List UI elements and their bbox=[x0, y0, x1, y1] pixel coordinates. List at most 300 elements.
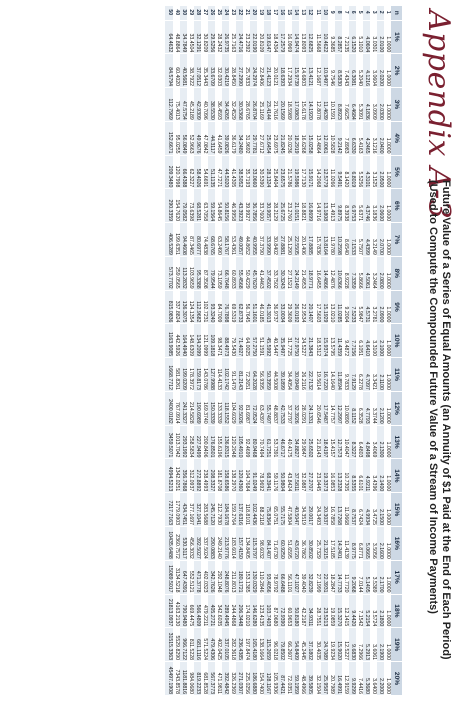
value-cell: 573.7702 bbox=[166, 256, 173, 290]
value-cell: 105.4910 bbox=[236, 425, 243, 459]
value-cell: 11.4359 bbox=[335, 324, 342, 358]
value-cell: 37.3790 bbox=[257, 223, 264, 257]
value-cell: 4.3101 bbox=[363, 155, 370, 189]
period-cell: 3 bbox=[370, 6, 377, 20]
value-cell: 2.2000 bbox=[377, 662, 384, 696]
value-cell: 114.4133 bbox=[215, 358, 222, 392]
value-cell: 15.4157 bbox=[328, 425, 335, 459]
value-cell: 7.5233 bbox=[349, 290, 356, 324]
value-cell: 15.7836 bbox=[313, 223, 320, 257]
value-cell: 9.4872 bbox=[342, 324, 349, 358]
value-cell: 102.1742 bbox=[222, 358, 229, 392]
value-cell: 4.7793 bbox=[363, 391, 370, 425]
period-cell: 21 bbox=[243, 6, 250, 20]
value-cell: 13.1808 bbox=[321, 189, 328, 223]
table-row bbox=[201, 6, 208, 696]
value-cell: 103.7403 bbox=[264, 594, 271, 628]
value-cell: 819.2233 bbox=[194, 662, 201, 696]
column-header-rate: 17% bbox=[391, 560, 402, 594]
value-cell: 136.3075 bbox=[180, 290, 187, 324]
value-cell: 96.0218 bbox=[271, 628, 278, 662]
value-cell: 567.3773 bbox=[208, 662, 215, 696]
value-cell: 8.9228 bbox=[342, 256, 349, 290]
value-cell: 4.5061 bbox=[363, 256, 370, 290]
value-cell: 21.8143 bbox=[313, 425, 320, 459]
value-cell: 9.6830 bbox=[349, 628, 356, 662]
value-cell: 36.6179 bbox=[229, 121, 236, 155]
value-cell: 1.0000 bbox=[384, 155, 391, 189]
value-cell: 34.2480 bbox=[236, 121, 243, 155]
value-cell: 26.2116 bbox=[299, 358, 306, 392]
value-cell: 22.3931 bbox=[321, 560, 328, 594]
value-cell: 244.4868 bbox=[229, 594, 236, 628]
value-cell: 471.3778 bbox=[194, 560, 201, 594]
table-row bbox=[229, 6, 236, 696]
value-cell: 4.6410 bbox=[363, 324, 370, 358]
value-cell: 134.8405 bbox=[243, 526, 250, 560]
value-cell: 3.5056 bbox=[370, 526, 377, 560]
value-cell: 1.0000 bbox=[384, 526, 391, 560]
value-cell: 342.6035 bbox=[215, 594, 222, 628]
value-cell: 47.0842 bbox=[201, 121, 208, 155]
value-cell: 118.8101 bbox=[243, 493, 250, 527]
value-cell: 27.1521 bbox=[285, 256, 292, 290]
value-cell: 40.5681 bbox=[180, 54, 187, 88]
value-cell: 208.3327 bbox=[208, 459, 215, 493]
value-cell: 28.1324 bbox=[264, 155, 271, 189]
value-cell: 2.0800 bbox=[377, 256, 384, 290]
value-cell: 20.6546 bbox=[313, 391, 320, 425]
period-cell: 26 bbox=[208, 6, 215, 20]
value-cell: 66.2607 bbox=[285, 628, 292, 662]
value-cell: 94.4608 bbox=[180, 223, 187, 257]
value-cell: 8.5355 bbox=[349, 459, 356, 493]
value-cell: 10.2598 bbox=[335, 223, 342, 257]
value-cell: 28.0291 bbox=[299, 391, 306, 425]
value-cell: 41.6459 bbox=[215, 121, 222, 155]
table-row bbox=[299, 6, 306, 696]
table-row bbox=[313, 6, 320, 696]
period-cell: 28 bbox=[194, 6, 201, 20]
value-cell: 66.6488 bbox=[278, 560, 285, 594]
value-cell: 8.3938 bbox=[342, 189, 349, 223]
column-header-rate: 20% bbox=[391, 662, 402, 696]
value-cell: 68.3941 bbox=[264, 459, 271, 493]
value-cell: 21813.0937 bbox=[166, 594, 173, 628]
table-row bbox=[173, 6, 180, 696]
value-cell: 136.8315 bbox=[222, 425, 229, 459]
value-cell: 30.5390 bbox=[257, 155, 264, 189]
value-cell: 4994.5213 bbox=[166, 459, 173, 493]
value-cell: 40.5447 bbox=[271, 324, 278, 358]
value-cell: 471.9811 bbox=[215, 662, 222, 696]
value-cell: 50.4229 bbox=[243, 256, 250, 290]
value-cell: 2.1400 bbox=[377, 459, 384, 493]
value-cell: 290.3359 bbox=[166, 189, 173, 223]
value-cell: 23.2392 bbox=[243, 20, 250, 54]
value-cell: 22.7132 bbox=[306, 358, 313, 392]
value-cell: 2.1600 bbox=[377, 526, 384, 560]
value-cell: 22.9534 bbox=[299, 290, 306, 324]
value-cell: 14.1920 bbox=[306, 88, 313, 122]
value-cell: 377.1697 bbox=[187, 493, 194, 527]
value-cell: 20.1407 bbox=[306, 290, 313, 324]
value-cell: 3.2464 bbox=[370, 256, 377, 290]
value-cell: 30.8502 bbox=[306, 526, 313, 560]
value-cell: 22.5505 bbox=[292, 223, 299, 257]
value-cell: 14.2401 bbox=[335, 526, 342, 560]
table-row bbox=[306, 6, 313, 696]
value-cell: 6.1051 bbox=[356, 324, 363, 358]
value-cell: 112.9682 bbox=[194, 290, 201, 324]
value-cell: 137.6316 bbox=[236, 493, 243, 527]
table-row bbox=[180, 6, 187, 696]
value-cell: 19.3373 bbox=[321, 459, 328, 493]
value-cell: 21.4123 bbox=[264, 54, 271, 88]
value-cell: 102.7231 bbox=[201, 290, 208, 324]
value-cell: 442.5926 bbox=[173, 324, 180, 358]
value-cell: 23.6975 bbox=[271, 121, 278, 155]
value-cell: 4.9211 bbox=[363, 459, 370, 493]
value-cell: 18.8821 bbox=[299, 189, 306, 223]
value-cell: 184.1678 bbox=[222, 493, 229, 527]
period-cell: 4 bbox=[363, 6, 370, 20]
value-cell: 25.7163 bbox=[229, 20, 236, 54]
value-cell: 11.4139 bbox=[342, 526, 349, 560]
value-cell: 2.1500 bbox=[377, 493, 384, 527]
value-cell: 14.7733 bbox=[335, 560, 342, 594]
value-cell: 18.4304 bbox=[271, 20, 278, 54]
value-cell: 72.0351 bbox=[285, 662, 292, 696]
value-cell: 6.4803 bbox=[356, 425, 363, 459]
value-cell: 15.9020 bbox=[335, 628, 342, 662]
value-cell: 84.1407 bbox=[264, 526, 271, 560]
value-cell: 12.5227 bbox=[342, 628, 349, 662]
value-cell: 50.8156 bbox=[222, 189, 229, 223]
value-cell: 966.7122 bbox=[180, 628, 187, 662]
value-cell: 46.9958 bbox=[229, 189, 236, 223]
value-cell: 20.3037 bbox=[321, 493, 328, 527]
value-cell: 41.4305 bbox=[229, 155, 236, 189]
value-cell: 66.4388 bbox=[180, 155, 187, 189]
value-cell: 9.3685 bbox=[328, 20, 335, 54]
value-cell: 121.0999 bbox=[201, 324, 208, 358]
value-cell: 24.2149 bbox=[292, 256, 299, 290]
value-cell: 3.5389 bbox=[370, 560, 377, 594]
value-cell: 87.3465 bbox=[187, 223, 194, 257]
value-cell: 7.1542 bbox=[356, 594, 363, 628]
value-cell: 28.8450 bbox=[229, 54, 236, 88]
value-cell: 109.1818 bbox=[208, 324, 215, 358]
value-cell: 8.6540 bbox=[342, 223, 349, 257]
value-cell: 227.9499 bbox=[194, 425, 201, 459]
value-cell: 15.1929 bbox=[321, 290, 328, 324]
value-cell: 11.7720 bbox=[342, 560, 349, 594]
value-cell: 356.7868 bbox=[180, 459, 187, 493]
period-cell: 40 bbox=[173, 6, 180, 20]
value-cell: 46.6717 bbox=[278, 425, 285, 459]
value-cell: 118.1552 bbox=[222, 391, 229, 425]
table-row bbox=[342, 6, 349, 696]
value-cell: 47.1027 bbox=[292, 560, 299, 594]
value-cell: 33.9990 bbox=[264, 223, 271, 257]
value-cell: 115.2659 bbox=[264, 628, 271, 662]
value-cell: 456.3032 bbox=[187, 526, 194, 560]
value-cell: 4.4399 bbox=[363, 223, 370, 257]
value-cell: 174.0210 bbox=[243, 594, 250, 628]
value-cell: 16.0853 bbox=[328, 459, 335, 493]
value-cell: 16.4991 bbox=[335, 662, 342, 696]
value-cell: 14.2068 bbox=[313, 155, 320, 189]
period-cell: 17 bbox=[271, 6, 278, 20]
value-cell: 48.4966 bbox=[299, 662, 306, 696]
value-cell: 5.0665 bbox=[363, 526, 370, 560]
value-cell: 58.1767 bbox=[222, 223, 229, 257]
value-cell: 9.9299 bbox=[349, 662, 356, 696]
table-row bbox=[208, 6, 215, 696]
value-cell: 25.1169 bbox=[257, 88, 264, 122]
value-cell: 40.7096 bbox=[201, 88, 208, 122]
annuity-table-container bbox=[166, 6, 403, 696]
value-cell: 48.8837 bbox=[271, 391, 278, 425]
value-cell: 25.7329 bbox=[313, 526, 320, 560]
value-cell: 290.0883 bbox=[208, 526, 215, 560]
value-cell: 3.2149 bbox=[370, 223, 377, 257]
value-cell: 1.0000 bbox=[384, 459, 391, 493]
value-cell: 24.5227 bbox=[299, 324, 306, 358]
value-cell: 42.9309 bbox=[194, 88, 201, 122]
value-cell: 38.5530 bbox=[208, 88, 215, 122]
period-cell: 27 bbox=[201, 6, 208, 20]
value-cell: 18.2847 bbox=[328, 560, 335, 594]
value-cell: 30.4219 bbox=[222, 54, 229, 88]
value-cell: 120.7998 bbox=[173, 155, 180, 189]
value-cell: 12.9159 bbox=[342, 662, 349, 696]
value-cell: 54.8409 bbox=[292, 628, 299, 662]
value-cell: 69.5319 bbox=[229, 290, 236, 324]
value-cell: 669.4475 bbox=[187, 594, 194, 628]
value-cell: 51.6595 bbox=[285, 526, 292, 560]
column-header-rate: 19% bbox=[391, 628, 402, 662]
value-cell: 5.3680 bbox=[363, 662, 370, 696]
value-cell: 10.1591 bbox=[328, 88, 335, 122]
value-cell: 406.5289 bbox=[166, 223, 173, 257]
value-cell: 7.9129 bbox=[349, 358, 356, 392]
value-cell: 18.2919 bbox=[292, 121, 299, 155]
value-cell: 154.7620 bbox=[173, 189, 180, 223]
value-cell: 199.6351 bbox=[173, 223, 180, 257]
value-cell: 30.0949 bbox=[292, 358, 299, 392]
value-cell: 61.7251 bbox=[264, 425, 271, 459]
value-cell: 79.9544 bbox=[208, 256, 215, 290]
value-cell: 3.5724 bbox=[370, 594, 377, 628]
value-cell: 34.4265 bbox=[222, 88, 229, 122]
value-cell: 1.0000 bbox=[384, 560, 391, 594]
appendix-label: Appendix A-3 bbox=[421, 10, 456, 220]
value-cell: 16.6455 bbox=[313, 256, 320, 290]
value-cell: 104.7684 bbox=[243, 459, 250, 493]
value-cell: 43.8424 bbox=[285, 459, 292, 493]
column-header-rate: 6% bbox=[391, 189, 402, 223]
value-cell: 130.0329 bbox=[250, 560, 257, 594]
column-header-rate: 8% bbox=[391, 256, 402, 290]
value-cell: 9.2142 bbox=[335, 121, 342, 155]
value-cell: 327.1041 bbox=[194, 493, 201, 527]
value-cell: 19.9234 bbox=[328, 628, 335, 662]
column-header-n: n bbox=[391, 6, 402, 20]
value-cell: 5.9847 bbox=[356, 290, 363, 324]
value-cell: 479.4306 bbox=[208, 628, 215, 662]
value-cell: 2400.0182 bbox=[166, 391, 173, 425]
value-cell: 6.8019 bbox=[349, 155, 356, 189]
value-cell: 2.0700 bbox=[377, 223, 384, 257]
value-cell: 8.5830 bbox=[335, 54, 342, 88]
value-cell: 23.2760 bbox=[285, 189, 292, 223]
value-cell: 13.0210 bbox=[328, 290, 335, 324]
value-cell: 11.4639 bbox=[321, 88, 328, 122]
column-header-rate: 16% bbox=[391, 526, 402, 560]
value-cell: 24.3493 bbox=[313, 493, 320, 527]
value-cell: 72.9390 bbox=[278, 594, 285, 628]
value-cell: 5529.8290 bbox=[173, 628, 180, 662]
value-cell: 20.1406 bbox=[299, 223, 306, 257]
value-cell: 206.3448 bbox=[236, 594, 243, 628]
value-cell: 6.9753 bbox=[349, 189, 356, 223]
value-cell: 241.3327 bbox=[180, 391, 187, 425]
value-cell: 29.7781 bbox=[250, 121, 257, 155]
value-cell: 34.8827 bbox=[292, 425, 299, 459]
value-cell: 12.0061 bbox=[321, 121, 328, 155]
value-cell: 5.1405 bbox=[363, 560, 370, 594]
value-cell: 113.2832 bbox=[180, 256, 187, 290]
value-cell: 1.0000 bbox=[384, 223, 391, 257]
value-cell: 88.2118 bbox=[257, 493, 264, 527]
table-row bbox=[363, 6, 370, 696]
value-cell: 392.4842 bbox=[222, 662, 229, 696]
value-cell: 87.4421 bbox=[278, 662, 285, 696]
period-cell: 13 bbox=[299, 6, 306, 20]
value-cell: 6.6330 bbox=[349, 121, 356, 155]
value-cell: 45497.1908 bbox=[166, 662, 173, 696]
period-cell: 25 bbox=[215, 6, 222, 20]
value-cell: 790.9480 bbox=[180, 594, 187, 628]
value-cell: 3.3421 bbox=[370, 358, 377, 392]
value-cell: 4.2465 bbox=[363, 121, 370, 155]
value-cell: 43.3923 bbox=[236, 189, 243, 223]
value-cell: 98.3471 bbox=[215, 324, 222, 358]
value-cell: 7.2135 bbox=[342, 20, 349, 54]
column-header-rate: 9% bbox=[391, 290, 402, 324]
value-cell: 2.1300 bbox=[377, 425, 384, 459]
value-cell: 3.3100 bbox=[370, 324, 377, 358]
table-titles bbox=[426, 180, 452, 660]
value-cell: 12.5779 bbox=[321, 155, 328, 189]
value-cell: 25.9587 bbox=[321, 662, 328, 696]
value-cell: 25.8404 bbox=[271, 155, 278, 189]
value-cell: 5.2913 bbox=[363, 628, 370, 662]
period-cell: 14 bbox=[292, 6, 299, 20]
value-cell: 36.9737 bbox=[271, 290, 278, 324]
value-cell: 14.1640 bbox=[328, 358, 335, 392]
period-cell: 20 bbox=[250, 6, 257, 20]
table-row bbox=[285, 6, 292, 696]
value-cell: 12.8078 bbox=[313, 88, 320, 122]
value-cell: 23.4144 bbox=[264, 88, 271, 122]
value-cell: 4.8498 bbox=[363, 425, 370, 459]
value-cell: 984.0680 bbox=[187, 662, 194, 696]
value-cell: 38.7922 bbox=[187, 54, 194, 88]
value-cell: 16.8699 bbox=[306, 189, 313, 223]
value-cell: 238.4993 bbox=[201, 459, 208, 493]
value-cell: 98.6032 bbox=[257, 526, 264, 560]
value-cell: 1181.8816 bbox=[180, 662, 187, 696]
value-cell: 27.2707 bbox=[306, 459, 313, 493]
value-cell: 3.0909 bbox=[370, 88, 377, 122]
period-cell: 24 bbox=[222, 6, 229, 20]
table-title: Future Value of a Series of Equal Amounts (an Annuity of $1 Paid at the End of Each Period) bbox=[440, 180, 452, 660]
value-cell: 16.7858 bbox=[328, 493, 335, 527]
value-cell: 13.8093 bbox=[299, 20, 306, 54]
value-cell: 3134.5218 bbox=[173, 560, 180, 594]
value-cell: 63.7058 bbox=[201, 189, 208, 223]
value-cell: 17.7130 bbox=[299, 155, 306, 189]
value-cell: 1.0000 bbox=[384, 54, 391, 88]
value-cell: 5.7507 bbox=[356, 223, 363, 257]
value-cell: 42.2187 bbox=[299, 594, 306, 628]
value-cell: 3.4069 bbox=[370, 425, 377, 459]
value-cell: 1.0000 bbox=[384, 290, 391, 324]
value-cell: 10.9497 bbox=[321, 54, 328, 88]
value-cell: 159.2764 bbox=[229, 493, 236, 527]
value-cell: 12.2997 bbox=[335, 391, 342, 425]
value-cell: 11.8594 bbox=[335, 358, 342, 392]
value-cell: 647.4391 bbox=[180, 560, 187, 594]
value-cell: 13.7268 bbox=[335, 493, 342, 527]
value-cell: 73.1059 bbox=[215, 256, 222, 290]
value-cell: 19.6147 bbox=[264, 20, 271, 54]
value-cell: 25.6454 bbox=[264, 121, 271, 155]
value-cell: 21.4953 bbox=[299, 256, 306, 290]
value-cell: 3459.5071 bbox=[166, 425, 173, 459]
value-cell: 15.9171 bbox=[306, 155, 313, 189]
value-cell: 138.2970 bbox=[229, 459, 236, 493]
value-cell: 28.2432 bbox=[215, 20, 222, 54]
value-cell: 60.9250 bbox=[278, 526, 285, 560]
value-cell: 56.0849 bbox=[180, 121, 187, 155]
value-cell: 2360.7572 bbox=[173, 526, 180, 560]
value-cell: 337.5024 bbox=[201, 526, 208, 560]
value-cell: 35.3443 bbox=[201, 54, 208, 88]
value-cell: 91.0249 bbox=[250, 459, 257, 493]
period-cell: 16 bbox=[278, 6, 285, 20]
value-cell: 1.0000 bbox=[384, 662, 391, 696]
value-cell: 37.1802 bbox=[306, 628, 313, 662]
value-cell: 57.2750 bbox=[250, 324, 257, 358]
value-cell: 4.5731 bbox=[363, 290, 370, 324]
value-cell: 11.4913 bbox=[328, 189, 335, 223]
value-cell: 18.9771 bbox=[306, 256, 313, 290]
value-cell: 24.7089 bbox=[321, 628, 328, 662]
table-row bbox=[222, 6, 229, 696]
value-cell: 3.1216 bbox=[370, 121, 377, 155]
table-row bbox=[377, 6, 384, 696]
value-cell: 33.0034 bbox=[278, 290, 285, 324]
value-cell: 1.0000 bbox=[384, 594, 391, 628]
value-cell: 11.5668 bbox=[313, 20, 320, 54]
value-cell: 7.4343 bbox=[342, 54, 349, 88]
value-cell: 164.4940 bbox=[180, 324, 187, 358]
value-cell: 7.3359 bbox=[349, 256, 356, 290]
